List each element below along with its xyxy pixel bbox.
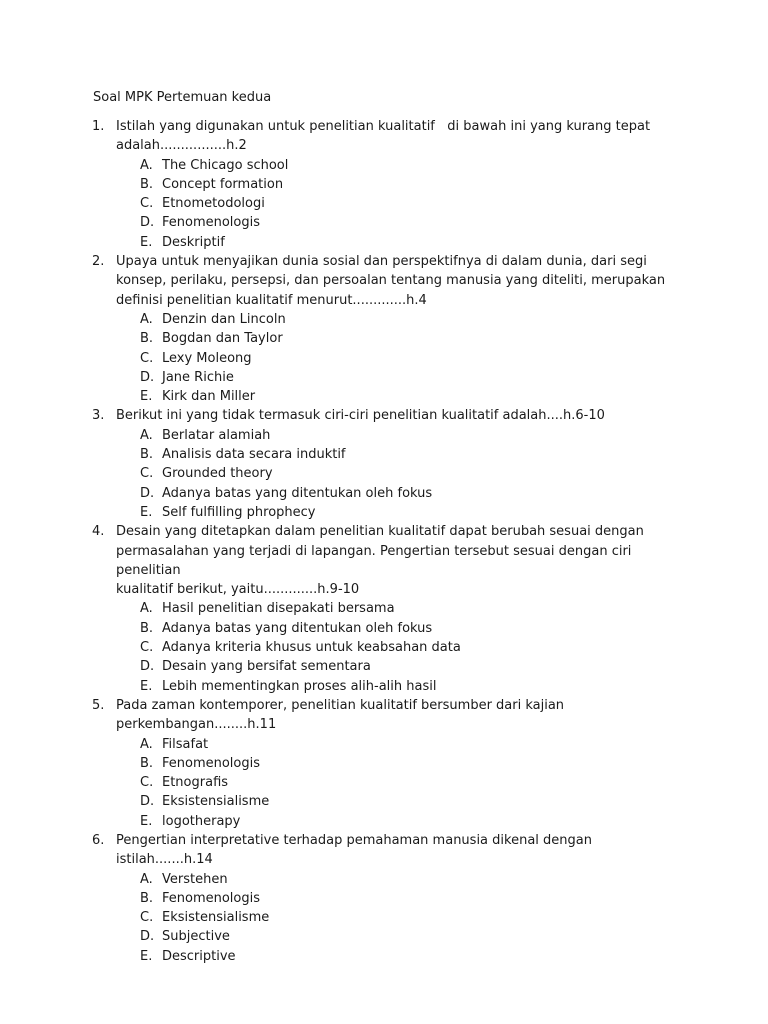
option-letter: E. <box>140 234 153 250</box>
option-text: Self fulfilling phrophecy <box>162 504 316 520</box>
option-list <box>116 310 682 406</box>
question-number: 6. <box>92 832 105 848</box>
option-letter: B. <box>140 176 154 192</box>
option-text: Grounded theory <box>162 466 273 482</box>
option-text: Etnografis <box>162 775 229 791</box>
answer-option <box>140 638 682 657</box>
option-text: Kirk dan Miller <box>162 389 256 405</box>
question-text-line: Berikut ini yang tidak termasuk ciri-ciri penelitian kualitatif adalah....h.6-10 <box>116 408 605 424</box>
option-text: Fenomenologis <box>162 890 261 906</box>
option-text: Lexy Moleong <box>162 350 252 366</box>
answer-option <box>140 908 682 927</box>
option-text: Adanya kriteria khusus untuk keabsahan data <box>162 640 461 656</box>
option-text: Adanya batas yang ditentukan oleh fokus <box>162 620 433 636</box>
question-text-line: konsep, perilaku, persepsi, dan persoalan tentang manusia yang diteliti, merupakan <box>116 273 666 289</box>
option-letter: B. <box>140 447 154 463</box>
option-letter: C. <box>140 350 154 366</box>
answer-option <box>140 368 682 387</box>
question-item <box>92 117 682 252</box>
answer-option <box>140 812 682 831</box>
option-letter: E. <box>140 948 153 964</box>
option-list <box>116 599 682 695</box>
answer-option <box>140 677 682 696</box>
question-number: 3. <box>92 408 105 424</box>
option-letter: D. <box>140 659 155 675</box>
answer-option <box>140 310 682 329</box>
answer-option <box>140 445 682 464</box>
answer-option <box>140 870 682 889</box>
option-text: Filsafat <box>162 736 209 752</box>
question-text-line: Pada zaman kontemporer, penelitian kualitatif bersumber dari kajian <box>116 697 565 713</box>
answer-option <box>140 735 682 754</box>
answer-option <box>140 754 682 773</box>
question-list <box>92 117 682 966</box>
question-item <box>92 406 682 522</box>
option-text: Desain yang bersifat sementara <box>162 659 371 675</box>
question-body <box>116 252 682 406</box>
question-text-line: perkembangan........h.11 <box>116 717 277 733</box>
question-body <box>116 831 682 966</box>
option-text: Descriptive <box>162 948 236 964</box>
option-letter: D. <box>140 929 155 945</box>
answer-option <box>140 213 682 232</box>
answer-option <box>140 503 682 522</box>
answer-option <box>140 484 682 503</box>
option-letter: A. <box>140 601 153 617</box>
option-list <box>116 735 682 831</box>
option-letter: D. <box>140 485 155 501</box>
question-text-line: Istilah yang digunakan untuk penelitian kualitatif di bawah ini yang kurang tepat <box>116 119 651 134</box>
question-text-line: Upaya untuk menyajikan dunia sosial dan perspektifnya di dalam dunia, dari segi <box>116 254 647 270</box>
answer-option <box>140 156 682 175</box>
document-title: Soal MPK Pertemuan kedua <box>93 90 272 105</box>
option-letter: E. <box>140 389 153 405</box>
question-item <box>92 252 682 406</box>
option-text: Berlatar alamiah <box>162 427 271 443</box>
answer-option <box>140 947 682 966</box>
answer-option <box>140 619 682 638</box>
option-text: Verstehen <box>162 871 228 887</box>
option-letter: B. <box>140 331 154 347</box>
question-text-line: permasalahan yang terjadi di lapangan. Pengertian tersebut sesuai dengan ciri penelitian <box>116 543 636 578</box>
answer-option <box>140 792 682 811</box>
option-letter: D. <box>140 794 155 810</box>
option-text: Concept formation <box>162 176 284 192</box>
option-letter: A. <box>140 427 153 443</box>
answer-option <box>140 464 682 483</box>
option-text: Eksistensialisme <box>162 794 270 810</box>
question-text-line: kualitatif berikut, yaitu.............h.9-10 <box>116 582 360 598</box>
question-number: 1. <box>92 119 105 134</box>
option-text: Denzin dan Lincoln <box>162 311 286 327</box>
option-text: The Chicago school <box>162 157 289 173</box>
option-letter: B. <box>140 890 154 906</box>
question-item <box>92 522 682 696</box>
question-body <box>116 696 682 831</box>
question-number: 2. <box>92 254 105 270</box>
answer-option <box>140 233 682 252</box>
answer-option <box>140 194 682 213</box>
answer-option <box>140 426 682 445</box>
question-text-line: definisi penelitian kualitatif menurut.............h.4 <box>116 292 427 308</box>
option-letter: C. <box>140 910 154 926</box>
question-body <box>116 406 682 522</box>
option-letter: D. <box>140 369 155 385</box>
answer-option <box>140 599 682 618</box>
option-text: Deskriptif <box>162 234 225 250</box>
option-letter: A. <box>140 157 153 173</box>
option-list <box>116 426 682 522</box>
option-text: Subjective <box>162 929 230 945</box>
option-text: Fenomenologis <box>162 755 261 771</box>
answer-option <box>140 387 682 406</box>
option-letter: C. <box>140 466 154 482</box>
question-text-line: Desain yang ditetapkan dalam penelitian kualitatif dapat berubah sesuai dengan <box>116 524 644 540</box>
question-text-line: Pengertian interpretative terhadap pemahaman manusia dikenal dengan istilah.......h.14 <box>116 832 597 868</box>
option-text: Adanya batas yang ditentukan oleh fokus <box>162 485 433 501</box>
option-letter: D. <box>140 215 155 231</box>
option-letter: A. <box>140 736 153 752</box>
option-letter: C. <box>140 196 154 212</box>
option-text: Analisis data secara induktif <box>162 447 346 463</box>
option-text: Bogdan dan Taylor <box>162 331 283 347</box>
option-letter: E. <box>140 504 153 520</box>
question-text-line: adalah................h.2 <box>116 138 247 154</box>
option-letter: E. <box>140 813 153 829</box>
option-letter: C. <box>140 640 154 656</box>
option-text: Jane Richie <box>162 369 234 385</box>
option-text: Hasil penelitian disepakati bersama <box>162 601 395 617</box>
answer-option <box>140 927 682 946</box>
option-letter: A. <box>140 871 153 887</box>
answer-option <box>140 657 682 676</box>
option-letter: B. <box>140 755 154 771</box>
option-text: Etnometodologi <box>162 196 265 212</box>
option-text: Eksistensialisme <box>162 910 270 926</box>
option-list <box>116 156 682 252</box>
question-item <box>92 831 682 966</box>
question-number: 4. <box>92 524 105 540</box>
answer-option <box>140 889 682 908</box>
question-body <box>116 522 682 696</box>
option-text: Fenomenologis <box>162 215 261 231</box>
option-letter: E. <box>140 678 153 694</box>
option-letter: C. <box>140 775 154 791</box>
option-text: logotherapy <box>162 813 241 829</box>
answer-option <box>140 773 682 792</box>
option-letter: A. <box>140 311 153 327</box>
answer-option <box>140 329 682 348</box>
question-number: 5. <box>92 697 105 713</box>
answer-option <box>140 349 682 368</box>
question-body <box>116 117 682 252</box>
option-letter: B. <box>140 620 154 636</box>
answer-option <box>140 175 682 194</box>
option-list <box>116 870 682 966</box>
question-item <box>92 696 682 831</box>
option-text: Lebih mementingkan proses alih-alih hasil <box>162 678 437 694</box>
